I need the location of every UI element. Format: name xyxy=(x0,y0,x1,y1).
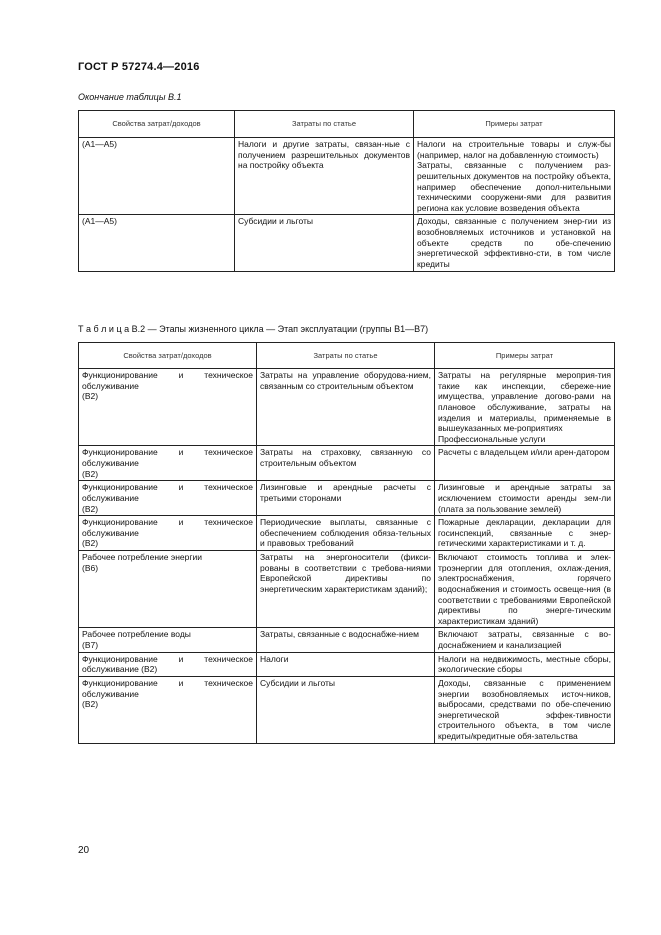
cell-examples: Затраты на регулярные мероприя-тия такие как инспекции, сбереже-ние имущества, управление догово-рами на плановое обслуживание, затраты на изделия и материалы, применяемые в вышеуказанных ме-роприятиях Профессиональные услуги xyxy=(435,369,615,446)
cell-cost: Налоги xyxy=(257,652,435,676)
table2 xyxy=(78,342,615,744)
table2-header-row xyxy=(79,343,615,369)
cell-examples: Включают затраты, связанные с во-доснабжением и канализацией xyxy=(435,628,615,652)
cell-cost: Затраты на управление оборудова-нием, связанным со строительным объектом xyxy=(257,369,435,446)
cell-property: Функционирование и техническое обслуживание (В2) xyxy=(79,652,257,676)
table1-header-row xyxy=(79,111,615,138)
table1-caption: Окончание таблицы В.1 xyxy=(78,92,182,102)
table-row xyxy=(79,215,615,271)
table1-col-property: Свойства затрат/доходов xyxy=(79,111,235,138)
cell-property: Функционирование и техническое обслуживание (В2) xyxy=(79,481,257,516)
cell-property: Рабочее потребление воды (В7) xyxy=(79,628,257,652)
cell-examples: Налоги на строительные товары и служ-бы (например, налог на добавленную стоимость) Затраты, связанные с получением раз-решительных документов на постройку объекта, например обеспечение допол-нительными техническими сооружени-ями для развития региона как условие возведения объекта xyxy=(414,138,615,215)
table-row xyxy=(79,628,615,652)
document-id: ГОСТ Р 57274.4—2016 xyxy=(78,61,200,73)
cell-examples: Пожарные декларации, декларации для госинспекций, связанные с энер-гетическими характеристиками и т. д. xyxy=(435,516,615,551)
table2-col-examples: Примеры затрат xyxy=(435,343,615,369)
cell-property: Функционирование и техническое обслуживание (В2) xyxy=(79,676,257,743)
table-row xyxy=(79,551,615,628)
table-row xyxy=(79,369,615,446)
cell-cost: Субсидии и льготы xyxy=(235,215,414,271)
table1-col-examples: Примеры затрат xyxy=(414,111,615,138)
cell-cost: Затраты на страховку, связанную со строительным объектом xyxy=(257,446,435,481)
cell-cost: Лизинговые и арендные расчеты с третьими сторонами xyxy=(257,481,435,516)
cell-cost: Субсидии и льготы xyxy=(257,676,435,743)
cell-property: (А1—А5) xyxy=(79,215,235,271)
cell-cost: Налоги и другие затраты, связан-ные с получением разрешительных документов на постройку объекта xyxy=(235,138,414,215)
cell-examples: Налоги на недвижимость, местные сборы, экологические сборы xyxy=(435,652,615,676)
table-row xyxy=(79,676,615,743)
table2-caption: Т а б л и ц а В.2 — Этапы жизненного цикла — Этап эксплуатации (группы В1—В7) xyxy=(78,324,429,334)
cell-property: Рабочее потребление энергии (В6) xyxy=(79,551,257,628)
table-row xyxy=(79,138,615,215)
cell-cost: Затраты, связанные с водоснабже-нием xyxy=(257,628,435,652)
cell-property: Функционирование и техническое обслуживание (В2) xyxy=(79,369,257,446)
table1 xyxy=(78,110,615,272)
cell-examples: Включают стоимость топлива и элек-троэнергии для отопления, охлаж-дения, электроснабжения, горячего водоснабжения и стоимость освеще-ния (в соответствии с требованиями Европейской директивы по энерге-тическим характеристикам зданий) xyxy=(435,551,615,628)
cell-property: Функционирование и техническое обслуживание (В2) xyxy=(79,446,257,481)
cell-examples: Доходы, связанные с получением энер-гии из возобновляемых источников и установкой на объекте средств по обе-спечению энергетической эффективно-сти, в том числе кредиты xyxy=(414,215,615,271)
table1-col-cost: Затраты по статье xyxy=(235,111,414,138)
cell-cost: Периодические выплаты, связанные с обеспечением соблюдения обяза-тельных и правовых требований xyxy=(257,516,435,551)
table-row xyxy=(79,516,615,551)
table-row xyxy=(79,652,615,676)
cell-examples: Доходы, связанные с применением энергии возобновляемых источ-ников, выбросами, средствами по обе-спечению энергетической эффек-тивности строительного объекта, в том числе кредиты/кредитные обя-зательства xyxy=(435,676,615,743)
table2-col-property: Свойства затрат/доходов xyxy=(79,343,257,369)
cell-property: (А1—А5) xyxy=(79,138,235,215)
page-number: 20 xyxy=(78,845,90,856)
table-row xyxy=(79,446,615,481)
table-row xyxy=(79,481,615,516)
cell-cost: Затраты на энергоносители (фикси-рованы в соответствии с требова-ниями Европейской директивы по энергетическим характеристикам зданий); xyxy=(257,551,435,628)
table2-col-cost: Затраты по статье xyxy=(257,343,435,369)
cell-property: Функционирование и техническое обслуживание (В2) xyxy=(79,516,257,551)
cell-examples: Лизинговые и арендные затраты за исключением стоимости аренды зем-ли (плата за пользование землей) xyxy=(435,481,615,516)
cell-examples: Расчеты с владельцем и/или арен-датором xyxy=(435,446,615,481)
